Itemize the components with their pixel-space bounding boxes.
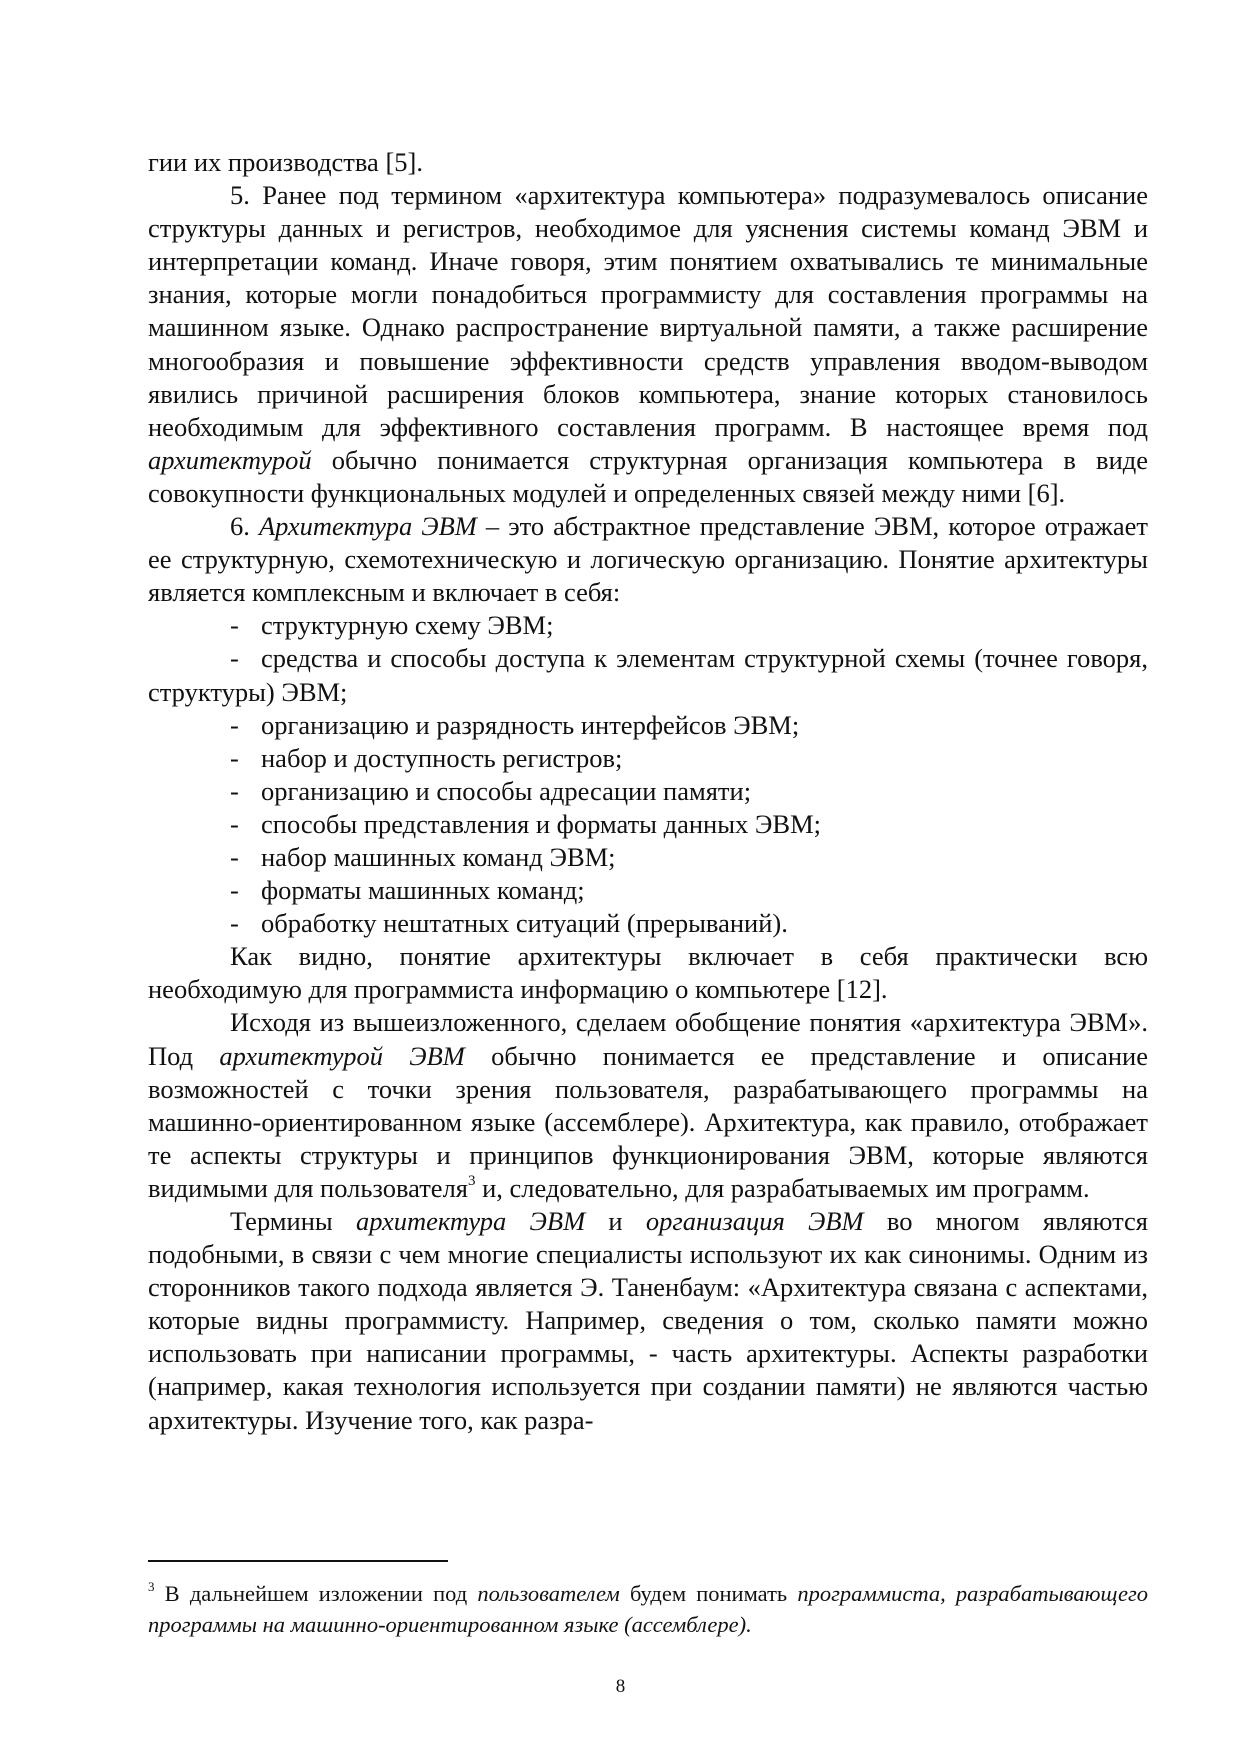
list-item — [148, 841, 1148, 874]
terms-text-c: во многом являются подобными, в связи с чем многие специалисты используют их как синонимы. Одним из сторонников такого подхода является Э. Таненбаум: «Архитектура связана с аспектами, которые видны программисту. Например, сведения о том, сколько памяти можно использовать при написании программы, - часть архитектуры. Аспекты разработки (например, какая технология используется при создании памяти) не являются частью архитектуры. Изучение того, как разра- — [148, 1206, 1148, 1435]
list-item — [148, 808, 1148, 841]
paragraph-6 — [148, 510, 1148, 609]
para5-italic-term: архитектурой — [148, 444, 312, 475]
list-item — [148, 874, 1148, 907]
terms-italic-term-1: архитектура ЭВМ — [355, 1206, 586, 1236]
list-item — [148, 642, 1148, 708]
list-item-text: средства и способы доступа к элементам структурной схемы (точнее говоря, структуры) ЭВМ; — [148, 643, 1148, 707]
terms-text-b: и — [585, 1206, 646, 1236]
list-item-text: структурную схему ЭВМ; — [261, 610, 554, 641]
list-item-text: набор и доступность регистров; — [261, 742, 623, 773]
para5-text-b: обычно понимается структурная организация компьютера в виде совокупности функциональных модулей и определенных связей между ними [6]. — [148, 444, 1148, 508]
para5-text-a: 5. Ранее под термином «архитектура компьютера» подразумевалось описание структуры данных и регистров, необходимое для уяснения системы команд ЭВМ и интерпретации команд. Иначе говоря, этим понятием охватывались те минимальные знания, которые могли понадобиться программисту для составления программы на машинном языке. Однако распространение виртуальной памяти, а также расширение многообразия и повышение эффективности средств управления вводом-выводом явились причиной расширения блоков компьютера, знание которых становилось необходимым для эффективного составления программ. В настоящее время под — [148, 180, 1148, 442]
list-bullet: - — [230, 875, 239, 906]
terms-italic-term-2: организация ЭВМ — [645, 1206, 864, 1236]
page-number: 8 — [615, 1676, 626, 1697]
footnote-separator — [148, 1560, 448, 1562]
footnote-italic-2: программиста, разрабатывающего программы на машинно-ориентированном языке (ассемблере). — [148, 1581, 1149, 1637]
para6-text: – это абстрактное представление ЭВМ, которое отражает ее структурную, схемотехническую и логическую организацию. Понятие архитектуры является комплексным и включает в себя: — [148, 511, 1148, 608]
generalization-text-a: Исходя из вышеизложенного, сделаем обобщение понятия «архитектура ЭВМ». Под — [148, 1007, 1148, 1071]
list-item-text: организацию и способы адресации памяти; — [261, 775, 752, 806]
generalization-text-b: обычно понимается ее представление и описание возможностей с точки зрения пользователя, разрабатывающего программы на машинно-ориентированном языке (ассемблере). Архитектура, как правило, отображает те аспекты структуры и принципов функционирования ЭВМ, которые являются видимыми для пользователя — [148, 1040, 1149, 1203]
list-bullet: - — [230, 808, 239, 839]
paragraph-5 — [148, 179, 1148, 510]
list-bullet: - — [230, 775, 239, 806]
body-text — [148, 146, 1148, 1437]
footnote-italic-1: пользователем — [477, 1581, 620, 1606]
list-bullet: - — [230, 610, 239, 641]
paragraph-generalization — [148, 1006, 1148, 1205]
list-bullet: - — [230, 709, 239, 740]
footnote-text-b: будем понимать — [619, 1581, 798, 1606]
list-item — [148, 907, 1148, 940]
footnote-marker: 3 — [148, 1579, 155, 1594]
footnote-text-a: В дальнейшем изложении под — [154, 1581, 478, 1606]
para6-italic-term: Архитектура ЭВМ — [258, 511, 477, 542]
list-bullet: - — [230, 742, 239, 773]
architecture-list — [148, 609, 1148, 940]
generalization-italic-term: архитектурой ЭВМ — [219, 1040, 465, 1071]
list-item — [148, 709, 1148, 742]
list-item-text: организацию и разрядность интерфейсов ЭВМ; — [261, 709, 800, 740]
list-item-text: форматы машинных команд; — [261, 875, 585, 906]
paragraph-summary: Как видно, понятие архитектуры включает в себя практически всю необходимую для программиста информацию о компьютере [12]. — [148, 941, 1148, 1005]
list-bullet: - — [230, 841, 239, 872]
footnote — [148, 1578, 1148, 1640]
paragraph-terms — [148, 1205, 1148, 1437]
list-item — [148, 609, 1148, 642]
list-item — [148, 742, 1148, 775]
paragraph-continuation: гии их производства [5]. — [148, 147, 423, 177]
footnote-reference[interactable]: 3 — [467, 1172, 476, 1189]
list-bullet: - — [230, 908, 239, 939]
generalization-text-c: и, следовательно, для разрабатываемых им программ. — [475, 1172, 1090, 1203]
terms-text-a: Термины — [230, 1206, 356, 1236]
list-item-text: обработку нештатных ситуаций (прерываний). — [261, 908, 788, 939]
para6-number: 6. — [230, 511, 259, 542]
list-bullet: - — [230, 643, 239, 674]
list-item-text: способы представления и форматы данных ЭВМ; — [261, 808, 821, 839]
list-item — [148, 775, 1148, 808]
list-item-text: набор машинных команд ЭВМ; — [261, 841, 616, 872]
